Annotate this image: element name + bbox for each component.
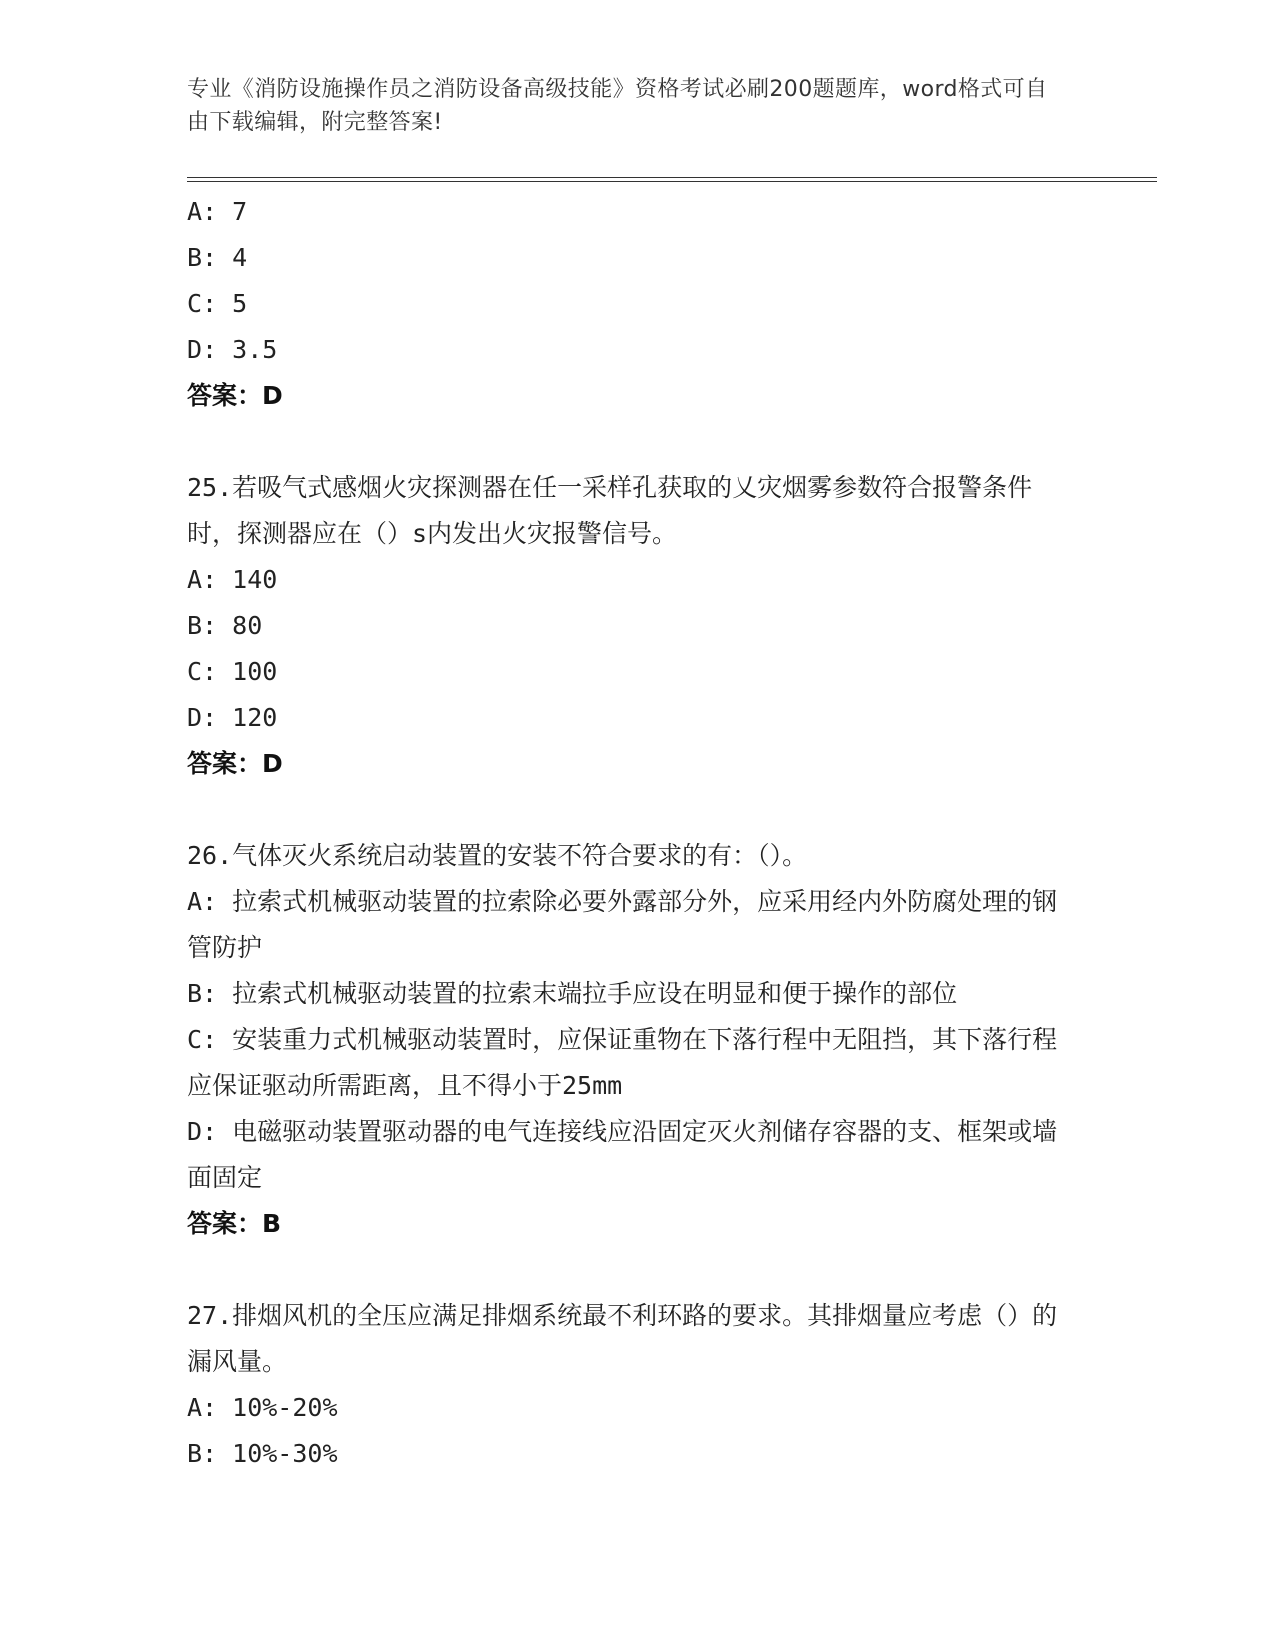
question-block: [187, 189, 1072, 419]
option-b: B: 10%-30%: [187, 1439, 338, 1468]
header-divider-bottom: [187, 181, 1157, 182]
question-block: [187, 1293, 1072, 1477]
question-content: [187, 189, 1072, 1477]
answer: 答案：D: [187, 381, 283, 410]
option-d: D: 电磁驱动装置驱动器的电气连接线应沿固定灭火剂储存容器的支、框架或墙面固定: [187, 1117, 1058, 1192]
header-divider-top: [187, 177, 1157, 178]
option-a: A: 140: [187, 565, 278, 594]
question-text: 25.若吸气式感烟火灾探测器在任一采样孔获取的乂灾烟雾参数符合报警条件时，探测器应在（）s内发出火灾报警信号。: [187, 473, 1033, 548]
question-text: 26.气体灭火系统启动装置的安装不符合要求的有：（）。: [187, 841, 808, 870]
option-a: A: 7: [187, 197, 248, 226]
question-block: [187, 833, 1072, 1247]
question-text: 27.排烟风机的全压应满足排烟系统最不利环路的要求。其排烟量应考虑（）的漏风量。: [187, 1301, 1058, 1376]
document-header: 专业《消防设施操作员之消防设备高级技能》资格考试必刷200题题库，word格式可自由下载编辑，附完整答案!: [187, 77, 1048, 135]
option-a: A: 拉索式机械驱动装置的拉索除必要外露部分外，应采用经内外防腐处理的钢管防护: [187, 887, 1058, 962]
question-block: [187, 465, 1072, 787]
option-b: B: 80: [187, 611, 263, 640]
option-c: C: 安装重力式机械驱动装置时，应保证重物在下落行程中无阻挡，其下落行程应保证驱动所需距离，且不得小于25mm: [187, 1025, 1058, 1100]
option-c: C: 5: [187, 289, 248, 318]
option-d: D: 3.5: [187, 335, 278, 364]
option-b: B: 4: [187, 243, 248, 272]
answer: 答案：B: [187, 1209, 282, 1238]
option-b: B: 拉索式机械驱动装置的拉索末端拉手应设在明显和便于操作的部位: [187, 979, 958, 1008]
option-a: A: 10%-20%: [187, 1393, 338, 1422]
option-d: D: 120: [187, 703, 278, 732]
answer: 答案：D: [187, 749, 283, 778]
option-c: C: 100: [187, 657, 278, 686]
